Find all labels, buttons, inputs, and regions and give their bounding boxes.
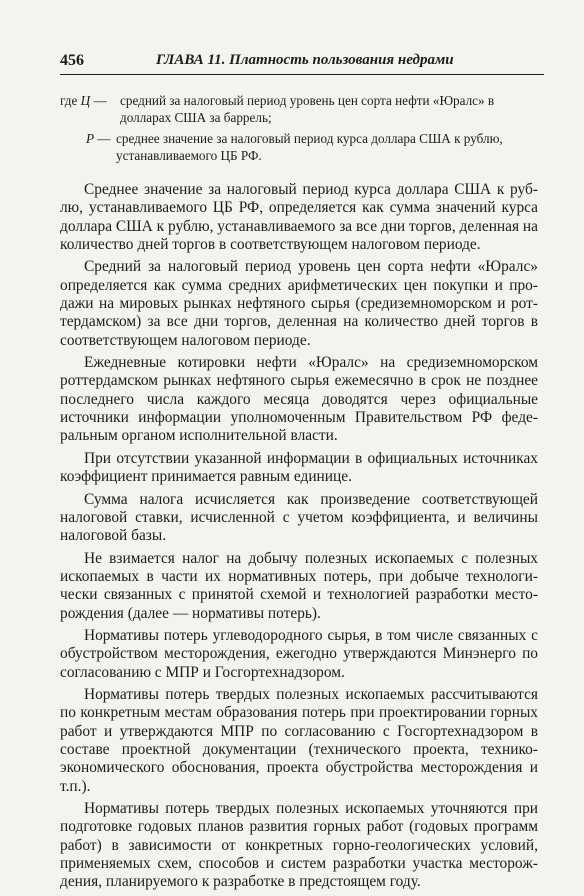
page-header bbox=[60, 50, 544, 75]
paragraph: Не взимается налог на добычу полезных ископаемых с полезных ископаемых в части их нормативных потерь, при добыче технологически связанных с принятой схемой и технологией разработки месторождения (далее — нормативы потерь). bbox=[60, 549, 538, 622]
definition-symbol: Р bbox=[86, 131, 95, 146]
definition-lead bbox=[86, 130, 111, 147]
paragraph: Нормативы потерь твердых полезных ископаемых уточняются при подготовке годовых планов развития горных работ (годовых программ работ) в зависимости от конкретных горно-геологических условий, применяемых схем, способов и систем разработки участка месторождения, планируемого к разработке в предстоящем году. bbox=[60, 800, 538, 891]
definition-symbol: Ц bbox=[80, 93, 91, 108]
definition-text: средний за налоговый период уровень цен сорта нефти «Юралс» в долларах США за баррель; bbox=[120, 93, 495, 125]
definition-item bbox=[60, 130, 542, 164]
paragraph: Нормативы потерь твердых полезных ископаемых рассчитываются по конкретным местам образования потерь при проектировании горных работ и утверждаются МПР по согласованию с Госгортехнадзором в составе проектной документации (технического проекта, технико-экономического обоснования, проекта обустройства месторождения и т.п.). bbox=[60, 685, 538, 795]
formula-definitions bbox=[60, 92, 542, 168]
paragraph: При отсутствии указанной информации в официальных источниках коэффициент принимается равным единице. bbox=[60, 449, 538, 486]
definition-prefix: где bbox=[60, 93, 81, 108]
paragraph: Средний за налоговый период уровень цен сорта нефти «Юралс» определяется как сумма средних арифметических цен покупки и продажи на мировых рынках нефтяного сырья (средиземноморском и роттердамском) за все дни торгов, деленная на количество дней торгов в соответствующем налоговом периоде. bbox=[60, 258, 538, 349]
definition-dash: — bbox=[90, 93, 107, 108]
definition-lead bbox=[60, 92, 107, 109]
paragraph: Среднее значение за налоговый период курса доллара США к рублю, устанавливаемого ЦБ РФ, определяется как сумма значений курса доллара США к рублю, устанавливаемого за все дни торгов, деленная на количество дней торгов в соответствующем налоговом периоде. bbox=[60, 181, 538, 254]
definition-item bbox=[60, 92, 542, 126]
body-text bbox=[60, 181, 538, 896]
paragraph: Нормативы потерь углеводородного сырья, в том числе связанных с обустройством месторождения, ежегодно утверждаются Минэнерго по согласованию с МПР и Госгортехнадзором. bbox=[60, 626, 538, 681]
definition-dash: — bbox=[94, 131, 111, 146]
running-head: ГЛАВА 11. Платность пользования недрами bbox=[156, 52, 454, 68]
paragraph: Ежедневные котировки нефти «Юралс» на средиземноморском роттердамском рынках нефтяного сырья ежемесячно в срок не позднее последнего числа каждого месяца доводятся через официальные источники информации уполномоченным Правительством РФ федеральным органом исполнительной власти. bbox=[60, 354, 538, 445]
paragraph: Сумма налога исчисляется как произведение соответствующей налоговой ставки, исчисленной с учетом коэффициента, и величины налоговой базы. bbox=[60, 490, 538, 545]
page-number: 456 bbox=[60, 52, 84, 69]
definition-text: среднее значение за налоговый период курса доллара США к рублю, устанавливаемого ЦБ РФ. bbox=[116, 131, 503, 163]
